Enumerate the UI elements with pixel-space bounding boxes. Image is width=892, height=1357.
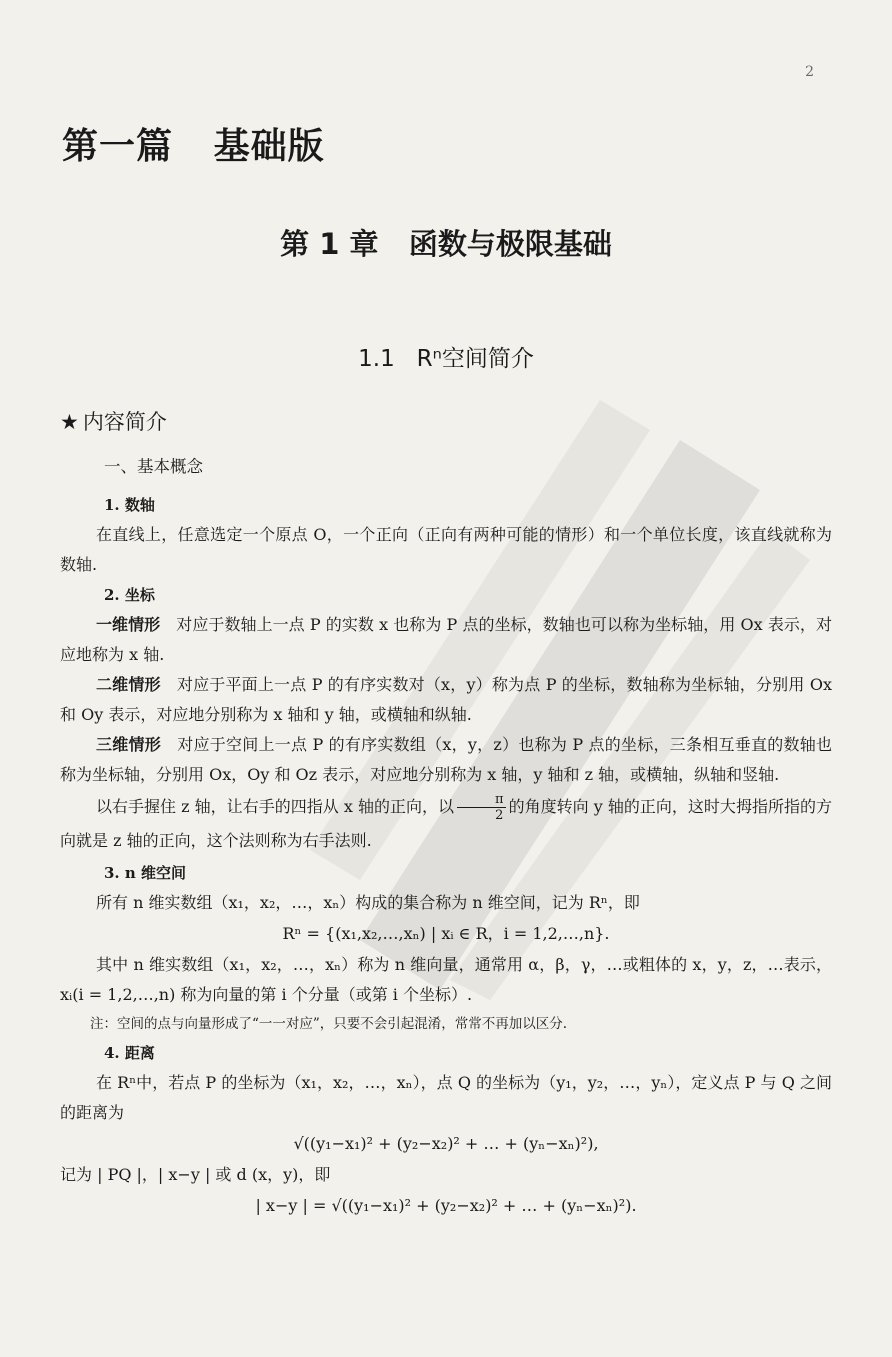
formula-distance: √((y₁−x₁)² + (y₂−x₂)² + … + (yₙ−xₙ)²),: [293, 1134, 599, 1153]
heading-distance: 4. 距离: [104, 1044, 155, 1062]
paragraph-3d: [60, 730, 832, 790]
text-3d: 对应于空间上一点 P 的有序实数组（x，y，z）也称为 P 点的坐标，三条相互垂直的数轴也称为坐标轴，分别用 Ox，Oy 和 Oz 表示，对应地分别称为 x 轴，y 轴和 z 轴，或横轴，纵轴和竖轴.: [60, 735, 832, 784]
content-intro-label: 内容简介: [82, 410, 167, 434]
fraction-pi-over-2: [457, 792, 506, 823]
right-hand-text-a: 以右手握住 z 轴，让右手的四指从 x 轴的正向，以: [96, 797, 455, 816]
heading-basic-concepts: 一、基本概念: [104, 457, 203, 476]
paragraph-vector: 其中 n 维实数组（x₁，x₂，…，xₙ）称为 n 维向量，通常用 α，β，γ，…或粗体的 x，y，z，…表示，xᵢ(i = 1,2,…,n) 称为向量的第 i 个分量（或第 i 个坐标）.: [60, 955, 832, 1004]
text-2d: 对应于平面上一点 P 的有序实数对（x，y）称为点 P 的坐标，数轴称为坐标轴，分别用 Ox 和 Oy 表示，对应地分别称为 x 轴和 y 轴，或横轴和纵轴.: [60, 675, 832, 724]
label-3d: 三维情形: [96, 735, 161, 754]
text-1d: 对应于数轴上一点 P 的实数 x 也称为 P 点的坐标，数轴也可以称为坐标轴，用 Ox 表示，对应地称为 x 轴.: [60, 615, 832, 664]
part-title: 第一篇 基础版: [62, 126, 325, 167]
paragraph-right-hand-rule: [60, 790, 832, 858]
heading-number-axis: 1. 数轴: [104, 496, 155, 514]
content-intro-heading: [60, 406, 167, 436]
main-text: [60, 452, 832, 1222]
formula-distance-norm: | x−y | = √((y₁−x₁)² + (y₂−x₂)² + … + (yₙ−xₙ)²).: [255, 1196, 637, 1215]
chapter-title: 第 1 章 函数与极限基础: [280, 227, 612, 261]
note-point-vector: 注：空间的点与向量形成了“一一对应”，只要不会引起混淆，常常不再加以区分.: [90, 1016, 568, 1032]
fraction-denominator: 2: [495, 808, 504, 823]
formula-rn-definition: Rⁿ = {(x₁,x₂,…,xₙ) | xᵢ ∈ R，i = 1,2,…,n}.: [282, 924, 610, 943]
heading-coordinates: 2. 坐标: [104, 586, 155, 604]
label-2d: 二维情形: [96, 675, 161, 694]
label-1d: 一维情形: [96, 615, 161, 634]
paragraph-denote: 记为 | PQ |，| x−y | 或 d (x，y)，即: [60, 1165, 331, 1184]
heading-n-dim-space: 3. n 维空间: [104, 864, 187, 882]
page-number: 2: [805, 64, 814, 80]
star-icon: ★: [60, 410, 79, 434]
fraction-numerator: π: [457, 792, 506, 808]
paragraph-2d: [60, 670, 832, 730]
paragraph-number-axis: 在直线上，任意选定一个原点 O，一个正向（正向有两种可能的情形）和一个单位长度，该直线就称为数轴.: [60, 525, 832, 574]
section-title: 1.1 Rⁿ空间简介: [358, 346, 534, 372]
paragraph-distance: 在 Rⁿ中，若点 P 的坐标为（x₁，x₂，…，xₙ），点 Q 的坐标为（y₁，y₂，…，yₙ），定义点 P 与 Q 之间的距离为: [60, 1073, 832, 1122]
paragraph-n-dim-space: 所有 n 维实数组（x₁，x₂，…，xₙ）构成的集合称为 n 维空间，记为 Rⁿ，即: [96, 893, 640, 912]
paragraph-1d: [60, 610, 832, 670]
right-hand-text-b: 的角度转向 y 轴的正向，这时大拇指所指的方向就是 z 轴的正向，这个法则称为右手法则.: [60, 797, 832, 850]
